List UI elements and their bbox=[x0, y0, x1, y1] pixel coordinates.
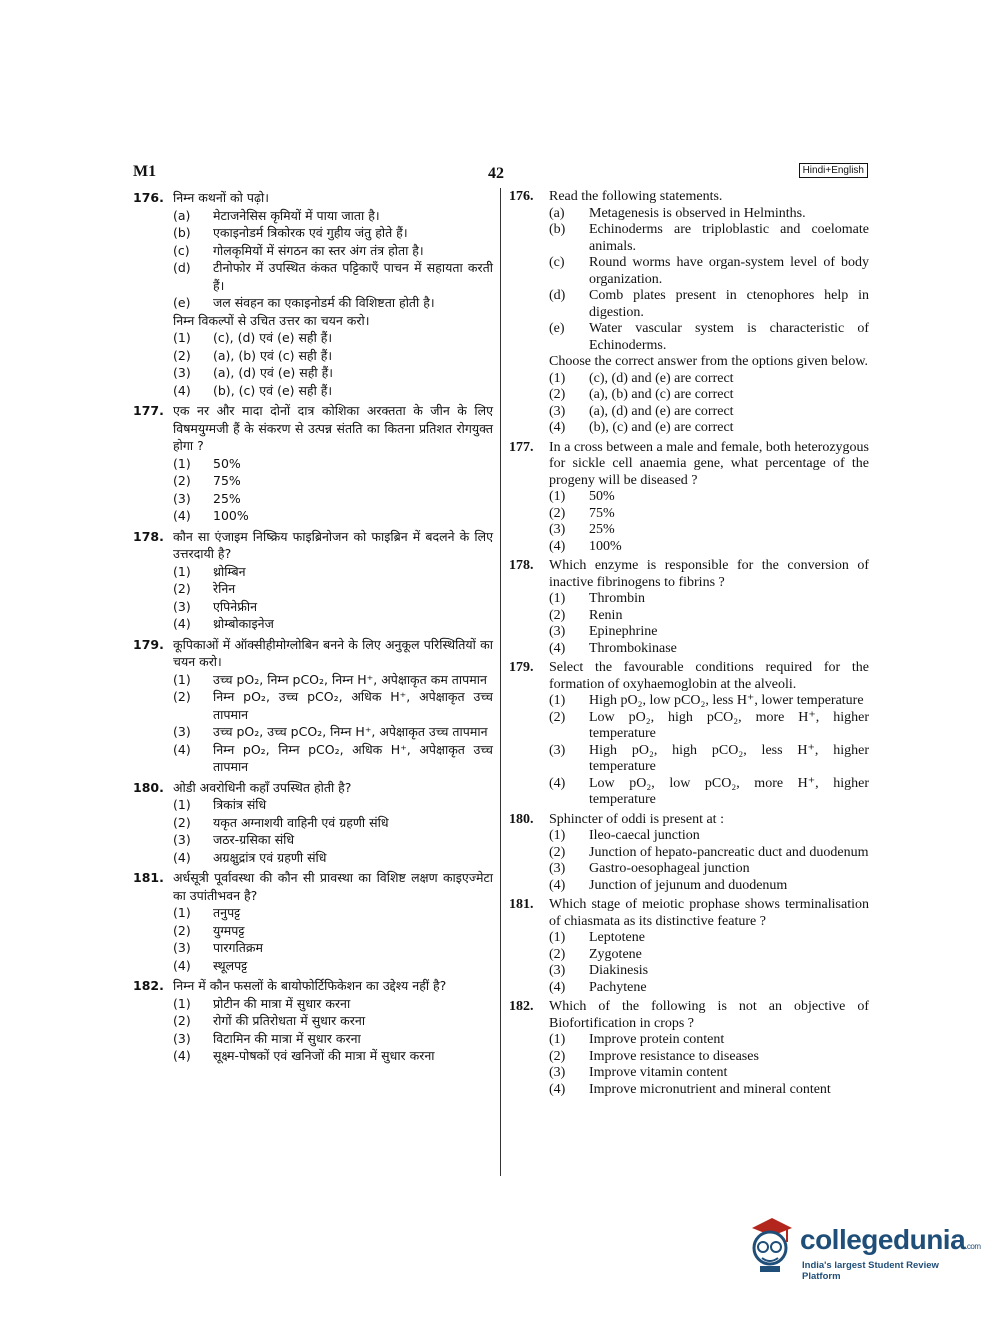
option-number: (3) bbox=[549, 963, 566, 978]
option-number: (2) bbox=[549, 946, 566, 962]
option-number: (2) bbox=[549, 844, 566, 860]
question-instruction: Choose the correct answer from the options given below. bbox=[549, 354, 869, 369]
option-number: (4) bbox=[549, 775, 566, 791]
question bbox=[509, 660, 869, 809]
question-text: Read the following statements. bbox=[549, 189, 723, 204]
option-text: Improve micronutrient and mineral content bbox=[589, 1081, 831, 1097]
answer-option bbox=[173, 671, 493, 689]
statement-item bbox=[549, 222, 869, 255]
option-number: (2) bbox=[173, 814, 191, 830]
option-text: Epinephrine bbox=[589, 624, 658, 639]
option-text: Diakinesis bbox=[589, 963, 649, 978]
question-number: 181. bbox=[509, 897, 534, 912]
logo-name: collegedunia bbox=[800, 1224, 966, 1255]
statement-item bbox=[549, 288, 869, 321]
answer-option bbox=[549, 947, 869, 964]
option-text: (b), (c) and (e) are correct bbox=[589, 420, 734, 435]
option-number: (1) bbox=[173, 455, 191, 471]
answer-option bbox=[173, 957, 493, 975]
option-text: (b), (c) एवं (e) सही हैं। bbox=[213, 382, 333, 398]
question-text: Which of the following is not an objective of Biofortification in crops ? bbox=[549, 999, 869, 1031]
option-number: (4) bbox=[173, 957, 191, 973]
answer-option bbox=[549, 693, 869, 710]
answer-option bbox=[173, 922, 493, 940]
answer-option bbox=[173, 939, 493, 957]
answer-option bbox=[549, 1032, 869, 1049]
option-number: (1) bbox=[549, 930, 566, 945]
option-number: (4) bbox=[549, 420, 566, 435]
answer-option bbox=[549, 963, 869, 980]
question-text: कौन सा एंजाइम निष्क्रिय फाइब्रिनोजन को फाइब्रिन में बदलने के लिए उत्तरदायी है? bbox=[173, 528, 493, 561]
option-text: (a), (d) एवं (e) सही हैं। bbox=[213, 365, 333, 380]
statement-label: (d) bbox=[173, 260, 191, 275]
answer-option bbox=[173, 472, 493, 490]
question-number: 178. bbox=[133, 528, 164, 544]
option-text: निम्न pO₂, निम्न pCO₂, अधिक H⁺, अपेक्षाकृत उच्च तापमान bbox=[213, 741, 493, 774]
answer-option bbox=[173, 831, 493, 849]
option-number: (4) bbox=[549, 979, 566, 995]
statement-item bbox=[173, 224, 493, 242]
question-text: ओडी अवरोधिनी कहाँ उपस्थित होती है? bbox=[173, 779, 352, 795]
question-text: Select the favourable conditions required for the formation of oxyhaemoglobin at the alveoli. bbox=[549, 660, 869, 692]
question-number: 176. bbox=[133, 190, 164, 205]
logo-suffix: .com bbox=[965, 1242, 981, 1251]
option-text: Improve resistance to diseases bbox=[589, 1048, 759, 1064]
option-text: Renin bbox=[589, 607, 623, 623]
option-number: (1) bbox=[549, 828, 566, 843]
page-number: 42 bbox=[488, 165, 504, 182]
option-number: (1) bbox=[173, 563, 191, 579]
option-text: थ्रोम्बोकाइनेज bbox=[213, 616, 274, 631]
answer-option bbox=[549, 828, 869, 845]
statement-text: एकाइनोडर्म त्रिकोरक एवं गुहीय जंतु होते हैं। bbox=[213, 225, 408, 240]
question-number: 180. bbox=[133, 779, 164, 795]
answer-option bbox=[549, 522, 869, 539]
option-number: (1) bbox=[173, 671, 191, 687]
option-text: 75% bbox=[589, 505, 615, 521]
answer-option bbox=[173, 741, 493, 776]
answer-option bbox=[173, 904, 493, 922]
answer-option bbox=[549, 776, 869, 809]
question bbox=[509, 897, 869, 996]
question-text: Which enzyme is responsible for the conversion of inactive fibrinogens to fibrins ? bbox=[549, 558, 869, 590]
question-text: निम्न में कौन फसलों के बायोफोर्टिफिकेशन का उद्देश्य नहीं है? bbox=[173, 978, 447, 993]
option-number: (3) bbox=[173, 598, 191, 614]
answer-option bbox=[173, 1047, 493, 1065]
answer-option bbox=[173, 1012, 493, 1030]
question-number: 177. bbox=[133, 403, 164, 418]
statement-item bbox=[549, 321, 869, 354]
option-number: (2) bbox=[173, 1013, 191, 1028]
option-number: (4) bbox=[549, 877, 566, 893]
graduate-mascot-icon bbox=[742, 1214, 796, 1274]
option-text: 75% bbox=[213, 473, 241, 488]
paper-code: M1 bbox=[133, 163, 157, 180]
question-body bbox=[173, 779, 493, 867]
answer-option bbox=[173, 814, 493, 832]
question bbox=[509, 440, 869, 556]
statement-text: Echinoderms are triploblastic and coelomate animals. bbox=[589, 222, 869, 254]
option-number: (2) bbox=[173, 581, 191, 596]
option-text: Thrombin bbox=[589, 591, 645, 606]
option-text: (a), (b) and (c) are correct bbox=[589, 387, 734, 402]
answer-option bbox=[549, 387, 869, 404]
english-column bbox=[509, 189, 869, 1101]
answer-option bbox=[549, 930, 869, 947]
question-text: एक नर और मादा दोनों दात्र कोशिका अरक्तता के जीन के लिए विषमयुग्मजी हैं के संकरण से उत्पन्न संतति का कितना प्रतिशत रोगयुक्त होगा ? bbox=[173, 403, 493, 453]
option-text: उच्च pO₂, उच्च pCO₂, निम्न H⁺, अपेक्षाकृत उच्च तापमान bbox=[213, 724, 488, 739]
option-text: High pO₂, high pCO₂, less H⁺, higher temperature bbox=[589, 742, 869, 774]
answer-option bbox=[173, 455, 493, 473]
question-body bbox=[549, 897, 869, 996]
question-body bbox=[173, 869, 493, 974]
option-text: (a), (b) एवं (c) सही हैं। bbox=[213, 347, 333, 363]
option-number: (2) bbox=[549, 387, 566, 402]
option-number: (2) bbox=[173, 689, 191, 704]
option-number: (4) bbox=[173, 616, 191, 631]
question-number: 177. bbox=[509, 439, 534, 455]
statement-item bbox=[549, 255, 869, 288]
option-text: थ्रोम्बिन bbox=[213, 563, 246, 579]
question-number: 179. bbox=[509, 660, 534, 675]
question bbox=[509, 999, 869, 1098]
option-number: (2) bbox=[549, 709, 566, 725]
option-text: Junction of jejunum and duodenum bbox=[589, 877, 788, 893]
page-header bbox=[133, 163, 868, 185]
option-number: (3) bbox=[549, 624, 566, 639]
option-text: प्रोटीन की मात्रा में सुधार करना bbox=[213, 995, 351, 1011]
option-text: यकृत अग्नाशयी वाहिनी एवं ग्रहणी संधि bbox=[213, 814, 389, 830]
question bbox=[133, 779, 493, 867]
statement-item bbox=[173, 259, 493, 294]
option-text: Improve protein content bbox=[589, 1032, 725, 1047]
option-text: Zygotene bbox=[589, 946, 642, 962]
question bbox=[133, 636, 493, 776]
option-number: (1) bbox=[549, 693, 566, 708]
question-number: 182. bbox=[133, 978, 164, 993]
question bbox=[133, 977, 493, 1065]
statement-item bbox=[549, 206, 869, 223]
option-text: Thrombokinase bbox=[589, 640, 677, 656]
question-body bbox=[549, 999, 869, 1098]
answer-option bbox=[173, 507, 493, 525]
option-text: 100% bbox=[213, 508, 249, 523]
option-number: (1) bbox=[549, 489, 566, 504]
option-number: (4) bbox=[173, 741, 191, 757]
answer-option bbox=[549, 980, 869, 997]
answer-option bbox=[173, 849, 493, 867]
answer-option bbox=[549, 878, 869, 895]
question-text: Which stage of meiotic prophase shows terminalisation of chiasmata as its distinctive feature ? bbox=[549, 897, 869, 929]
question bbox=[509, 189, 869, 437]
option-text: Junction of hepato-pancreatic duct and duodenum bbox=[589, 844, 869, 860]
answer-option bbox=[549, 489, 869, 506]
option-text: Improve vitamin content bbox=[589, 1065, 728, 1080]
question bbox=[133, 189, 493, 399]
question-body bbox=[173, 528, 493, 633]
question-body bbox=[173, 977, 493, 1065]
question bbox=[133, 528, 493, 633]
option-text: Gastro-oesophageal junction bbox=[589, 861, 750, 876]
option-number: (1) bbox=[549, 591, 566, 606]
option-text: निम्न pO₂, उच्च pCO₂, अधिक H⁺, अपेक्षाकृत उच्च तापमान bbox=[213, 689, 493, 722]
question-number: 176. bbox=[509, 189, 534, 204]
option-number: (3) bbox=[549, 522, 566, 537]
answer-option bbox=[549, 1065, 869, 1082]
answer-option bbox=[173, 1030, 493, 1048]
answer-option bbox=[173, 347, 493, 365]
option-text: (c), (d) and (e) are correct bbox=[589, 370, 734, 386]
logo-tagline: India's largest Student Review Platform bbox=[802, 1260, 939, 1282]
option-number: (3) bbox=[549, 742, 566, 758]
answer-option bbox=[173, 382, 493, 400]
answer-option bbox=[549, 1082, 869, 1099]
question-text: कूपिकाओं में ऑक्सीहीमोग्लोबिन बनने के लिए अनुकूल परिस्थितियों का चयन करो। bbox=[173, 636, 493, 669]
option-number: (4) bbox=[549, 538, 566, 554]
question-body bbox=[173, 189, 493, 399]
answer-option bbox=[173, 490, 493, 508]
answer-option bbox=[549, 861, 869, 878]
option-number: (1) bbox=[173, 995, 191, 1011]
logo-wordmark bbox=[800, 1224, 981, 1256]
option-text: विटामिन की मात्रा में सुधार करना bbox=[213, 1030, 361, 1046]
option-text: 25% bbox=[589, 522, 615, 537]
statement-item bbox=[173, 242, 493, 260]
answer-option bbox=[549, 420, 869, 437]
question-number: 182. bbox=[509, 999, 534, 1014]
collegedunia-logo bbox=[742, 1212, 981, 1282]
option-text: Leptotene bbox=[589, 930, 645, 945]
language-badge: Hindi+English bbox=[799, 163, 868, 178]
statement-label: (b) bbox=[549, 222, 566, 237]
question bbox=[509, 558, 869, 657]
question-text: Sphincter of oddi is present at : bbox=[549, 811, 724, 827]
answer-option bbox=[173, 329, 493, 347]
option-text: तनुपट्ट bbox=[213, 905, 241, 920]
answer-option bbox=[549, 591, 869, 608]
question-body bbox=[549, 558, 869, 657]
statement-label: (e) bbox=[173, 295, 191, 310]
statement-item bbox=[173, 294, 493, 312]
statement-text: Water vascular system is characteristic of Echinoderms. bbox=[589, 321, 869, 353]
answer-option bbox=[549, 1049, 869, 1066]
option-text: Ileo-caecal junction bbox=[589, 828, 700, 843]
question-text: निम्न कथनों को पढ़ो। bbox=[173, 190, 269, 205]
question-body bbox=[549, 440, 869, 556]
option-number: (1) bbox=[173, 905, 191, 920]
hindi-column bbox=[133, 189, 493, 1068]
answer-option bbox=[173, 364, 493, 382]
option-number: (2) bbox=[173, 473, 191, 488]
question-body bbox=[549, 660, 869, 809]
option-text: जठर-ग्रसिका संधि bbox=[213, 832, 295, 847]
option-text: High pO₂, low pCO₂, less H⁺, lower temperature bbox=[589, 693, 864, 708]
option-text: स्थूलपट्ट bbox=[213, 957, 248, 973]
statement-label: (b) bbox=[173, 225, 191, 240]
option-text: 25% bbox=[213, 490, 241, 506]
question-body bbox=[549, 812, 869, 895]
answer-option bbox=[549, 539, 869, 556]
question-instruction: निम्न विकल्पों से उचित उत्तर का चयन करो। bbox=[173, 312, 370, 328]
option-number: (2) bbox=[173, 347, 191, 363]
statement-label: (c) bbox=[173, 242, 190, 258]
question-body bbox=[173, 402, 493, 525]
question-number: 178. bbox=[509, 558, 534, 573]
option-number: (2) bbox=[549, 607, 566, 623]
question bbox=[133, 402, 493, 525]
option-number: (3) bbox=[549, 861, 566, 876]
statement-label: (e) bbox=[549, 321, 565, 336]
option-text: त्रिकांत्र संधि bbox=[213, 797, 267, 812]
statement-label: (d) bbox=[549, 288, 566, 303]
option-text: अग्रक्षुद्रांत्र एवं ग्रहणी संधि bbox=[213, 849, 327, 865]
answer-option bbox=[549, 743, 869, 776]
column-divider bbox=[500, 188, 501, 1176]
option-number: (4) bbox=[173, 849, 191, 865]
answer-option bbox=[173, 563, 493, 581]
option-number: (4) bbox=[173, 1048, 191, 1063]
option-number: (3) bbox=[549, 403, 566, 419]
answer-option bbox=[549, 371, 869, 388]
option-number: (3) bbox=[173, 1030, 191, 1046]
answer-option bbox=[173, 580, 493, 598]
statement-label: (a) bbox=[549, 205, 565, 221]
question-body bbox=[173, 636, 493, 776]
question-number: 181. bbox=[133, 870, 164, 885]
answer-option bbox=[173, 598, 493, 616]
option-text: Low pO₂, high pCO₂, more H⁺, higher temperature bbox=[589, 709, 869, 741]
option-number: (2) bbox=[549, 1048, 566, 1064]
option-number: (3) bbox=[173, 940, 191, 955]
question-body bbox=[549, 189, 869, 437]
option-number: (3) bbox=[173, 832, 191, 847]
question-number: 179. bbox=[133, 636, 164, 652]
statement-text: गोलकृमियों में संगठन का स्तर अंग तंत्र होता है। bbox=[213, 242, 424, 258]
option-number: (3) bbox=[173, 365, 191, 380]
option-number: (2) bbox=[549, 505, 566, 521]
answer-option bbox=[173, 995, 493, 1013]
option-text: पारगतिक्रम bbox=[213, 940, 263, 955]
statement-text: Round worms have organ-system level of body organization. bbox=[589, 255, 869, 287]
answer-option bbox=[173, 723, 493, 741]
option-number: (4) bbox=[549, 640, 566, 656]
option-text: उच्च pO₂, निम्न pCO₂, निम्न H⁺, अपेक्षाकृत कम तापमान bbox=[213, 671, 487, 687]
statement-item bbox=[173, 207, 493, 225]
answer-option bbox=[549, 404, 869, 421]
option-text: (c), (d) एवं (e) सही हैं। bbox=[213, 330, 333, 345]
answer-option bbox=[549, 641, 869, 658]
question-text: अर्धसूत्री पूर्वावस्था की कौन सी प्रावस्था का विशिष्ट लक्षण काइएज्मेटा का उपांतीभवन है? bbox=[173, 870, 493, 903]
answer-option bbox=[549, 506, 869, 523]
answer-option bbox=[173, 796, 493, 814]
option-text: 50% bbox=[213, 455, 241, 471]
answer-option bbox=[549, 710, 869, 743]
option-number: (4) bbox=[173, 382, 191, 398]
option-number: (4) bbox=[549, 1081, 566, 1097]
option-number: (1) bbox=[549, 370, 566, 386]
answer-option bbox=[549, 845, 869, 862]
answer-option bbox=[549, 608, 869, 625]
option-text: 100% bbox=[589, 538, 622, 554]
statement-text: जल संवहन का एकाइनोडर्म की विशिष्टता होती है। bbox=[213, 295, 435, 310]
option-text: 50% bbox=[589, 489, 615, 504]
option-text: एपिनेफ्रीन bbox=[213, 598, 258, 614]
option-text: (a), (d) and (e) are correct bbox=[589, 403, 734, 419]
option-text: Pachytene bbox=[589, 979, 647, 995]
statement-text: Metagenesis is observed in Helminths. bbox=[589, 205, 806, 221]
question-number: 180. bbox=[509, 811, 534, 827]
option-number: (1) bbox=[549, 1032, 566, 1047]
answer-option bbox=[173, 615, 493, 633]
option-number: (2) bbox=[173, 922, 191, 938]
question-text: In a cross between a male and female, both heterozygous for sickle cell anaemia gene, what percentage of the progeny will be diseased ? bbox=[549, 439, 869, 488]
option-number: (4) bbox=[173, 508, 191, 523]
option-number: (3) bbox=[173, 724, 191, 739]
option-text: रोगों की प्रतिरोधता में सुधार करना bbox=[213, 1013, 366, 1028]
question bbox=[509, 812, 869, 895]
option-number: (3) bbox=[549, 1065, 566, 1080]
question bbox=[133, 869, 493, 974]
statement-text: मेटाजनेसिस कृमियों में पाया जाता है। bbox=[213, 207, 380, 223]
option-text: सूक्ष्म-पोषकों एवं खनिजों की मात्रा में सुधार करना bbox=[213, 1048, 435, 1063]
option-text: युग्मपट्ट bbox=[213, 922, 245, 938]
statement-text: Comb plates present in ctenophores help in digestion. bbox=[589, 288, 869, 320]
statement-text: टीनोफोर में उपस्थित कंकत पट्टिकाएँ पाचन में सहायता करती हैं। bbox=[213, 260, 493, 293]
statement-label: (c) bbox=[549, 255, 565, 270]
option-number: (1) bbox=[173, 330, 191, 345]
option-number: (3) bbox=[173, 490, 191, 506]
answer-option bbox=[173, 688, 493, 723]
option-number: (1) bbox=[173, 797, 191, 812]
option-text: रेनिन bbox=[213, 581, 236, 596]
statement-label: (a) bbox=[173, 207, 191, 223]
option-text: Low pO₂, low pCO₂, more H⁺, higher temperature bbox=[589, 775, 869, 807]
answer-option bbox=[549, 624, 869, 641]
